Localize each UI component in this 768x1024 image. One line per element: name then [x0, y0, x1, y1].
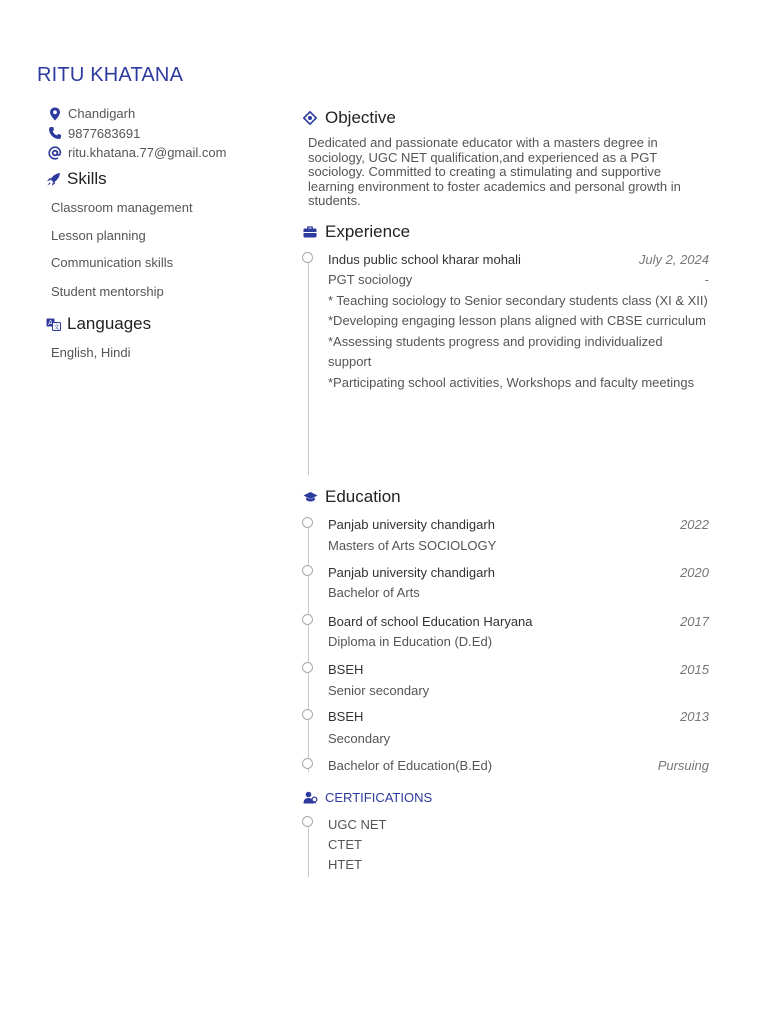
education-org: Panjab university chandigarh	[328, 517, 495, 532]
experience-timeline-line	[308, 258, 309, 475]
experience-org: Indus public school kharar mohali	[328, 252, 521, 267]
education-org: BSEH	[328, 709, 364, 724]
certification-item: CTET	[328, 837, 362, 852]
phone-text: 9877683691	[68, 125, 141, 141]
education-degree: Secondary	[328, 731, 391, 746]
education-timeline-line	[308, 522, 309, 772]
phone-icon	[47, 125, 63, 141]
education-degree: Masters of Arts SOCIOLOGY	[328, 538, 497, 553]
skills-heading	[45, 169, 107, 189]
education-date: 2015	[680, 662, 709, 677]
certifications-timeline-line	[308, 822, 309, 877]
target-icon	[302, 110, 318, 126]
location-text: Chandigarh	[68, 106, 136, 122]
svg-text:A: A	[47, 318, 53, 327]
languages-heading	[45, 314, 151, 334]
contact-email	[47, 143, 226, 163]
education-date: 2022	[680, 517, 709, 532]
education-date: 2017	[680, 614, 709, 629]
education-degree: Diploma in Education (D.Ed)	[328, 634, 493, 649]
rocket-icon	[45, 171, 61, 187]
user-certificate-icon	[302, 789, 318, 805]
languages-heading-text: Languages	[67, 314, 152, 333]
timeline-dot	[302, 252, 313, 263]
timeline-dot	[302, 565, 313, 576]
objective-text: Dedicated and passionate educator with a masters degree in sociology, UGC NET qualification,and experienced as a PGT sociology. Committed to creating a stimulating and supportive learning environment to foster academics and personal growth in students.	[308, 135, 681, 209]
skill-item: Communication skills	[51, 255, 174, 270]
education-org: BSEH	[328, 662, 364, 677]
experience-duties	[328, 291, 708, 393]
education-date: 2013	[680, 709, 709, 724]
contact-block	[47, 104, 226, 163]
objective-heading	[302, 108, 396, 128]
education-degree: Senior secondary	[328, 683, 430, 698]
experience-role: PGT sociology	[328, 272, 413, 287]
education-org: Board of school Education Haryana	[328, 614, 533, 629]
objective-heading-text: Objective	[325, 108, 396, 127]
experience-end-date: -	[704, 272, 709, 287]
duty-item: *Developing engaging lesson plans aligned with CBSE curriculum	[328, 313, 706, 329]
candidate-name: RITU KHATANA	[37, 64, 184, 86]
duty-item: * Teaching sociology to Senior secondary students class (XI & XII)	[328, 293, 708, 308]
contact-location	[47, 104, 226, 124]
timeline-dot	[302, 614, 313, 625]
education-org: Bachelor of Education(B.Ed)	[328, 758, 493, 773]
certifications-heading	[302, 789, 432, 805]
translate-icon	[45, 316, 61, 332]
skill-item: Student mentorship	[51, 284, 164, 299]
contact-phone	[47, 124, 226, 144]
education-org: Panjab university chandigarh	[328, 565, 495, 580]
graduation-cap-icon	[302, 489, 318, 505]
duty-item: *Assessing students progress and providing individualized support	[328, 333, 663, 370]
timeline-dot	[302, 758, 313, 769]
education-heading-text: Education	[325, 487, 401, 506]
experience-heading-text: Experience	[325, 222, 411, 241]
certification-item: HTET	[328, 857, 362, 872]
timeline-dot	[302, 709, 313, 720]
timeline-dot	[302, 816, 313, 827]
experience-heading	[302, 222, 410, 242]
briefcase-icon	[302, 224, 318, 240]
education-date: 2020	[680, 565, 709, 580]
education-degree: Bachelor of Arts	[328, 585, 420, 600]
email-text: ritu.khatana.77@gmail.com	[68, 145, 227, 161]
skill-item: Lesson planning	[51, 228, 146, 243]
map-pin-icon	[47, 106, 63, 122]
experience-start-date: July 2, 2024	[638, 252, 709, 267]
svg-text:文: 文	[52, 323, 60, 331]
skill-item: Classroom management	[51, 200, 193, 215]
education-heading	[302, 487, 401, 507]
education-date: Pursuing	[657, 758, 709, 773]
at-sign-icon	[47, 145, 63, 161]
certification-item: UGC NET	[328, 817, 387, 832]
languages-value: English, Hindi	[51, 345, 131, 360]
timeline-dot	[302, 662, 313, 673]
certifications-heading-text: CERTIFICATIONS	[325, 789, 433, 805]
skills-heading-text: Skills	[67, 169, 107, 188]
timeline-dot	[302, 517, 313, 528]
duty-item: *Participating school activities, Workshops and faculty meetings	[328, 374, 695, 390]
